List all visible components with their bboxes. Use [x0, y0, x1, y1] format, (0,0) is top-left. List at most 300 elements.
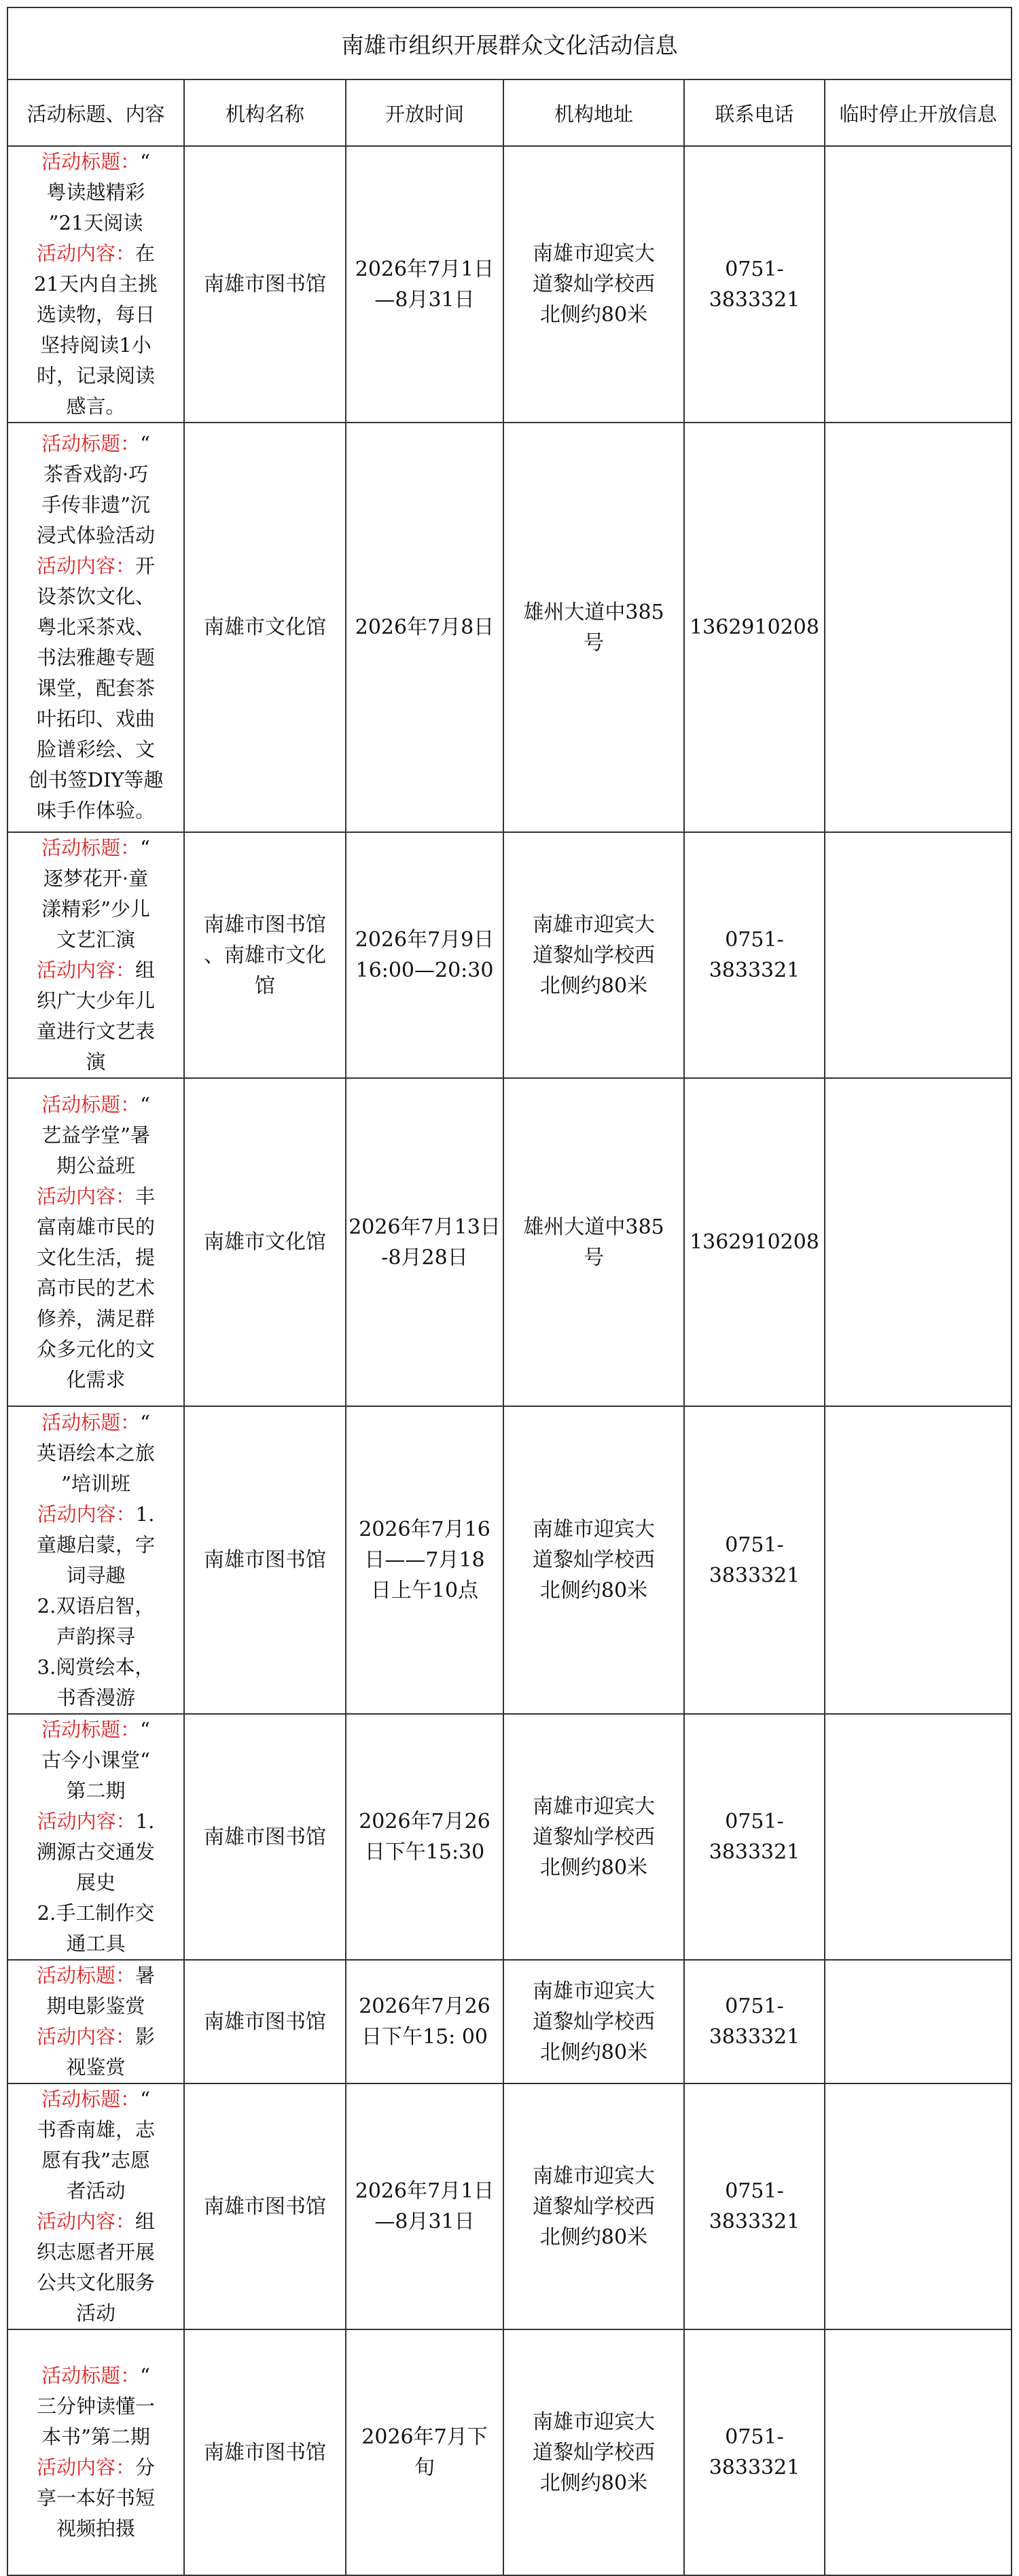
org-name-cell	[184, 1406, 346, 1714]
field-label: 活动标题：	[41, 1410, 141, 1434]
org-address-line: 号	[584, 630, 604, 655]
description-line	[8, 2483, 183, 2514]
description-text: 书香南雄，志	[36, 2118, 155, 2141]
description-line	[8, 490, 183, 520]
field-label: 活动标题：	[41, 150, 141, 173]
description-line	[8, 1365, 183, 1395]
description-line	[8, 1806, 183, 1837]
org-address-line: 雄州大道中385	[523, 1215, 664, 1239]
description-text: 期电影鉴赏	[46, 1994, 145, 2018]
description-text: 组	[135, 959, 156, 982]
description-line	[8, 643, 183, 673]
description-line	[8, 2298, 183, 2329]
org-address-cell	[503, 1078, 684, 1406]
description-text: “	[140, 1410, 150, 1434]
field-label: 活动内容：	[36, 2210, 135, 2233]
description-text: ”培训班	[61, 1471, 130, 1495]
description-line	[8, 300, 183, 330]
description-line	[8, 986, 183, 1016]
description-text: 声韵探寻	[56, 1624, 135, 1648]
activity-description	[7, 2083, 184, 2329]
org-name-cell	[184, 1078, 346, 1406]
org-address-line: 道黎灿学校西	[533, 2009, 655, 2034]
description-line	[8, 1304, 183, 1334]
description-text: “	[140, 150, 150, 173]
activity-description	[7, 1960, 184, 2083]
description-text: 者活动	[66, 2179, 126, 2202]
open-time-cell	[346, 1078, 503, 1406]
stop-info-cell	[825, 2083, 1012, 2329]
table-row	[7, 1960, 1012, 2083]
contact-phone-cell	[684, 146, 825, 423]
description-text: 展史	[75, 1871, 115, 1894]
description-line	[8, 1469, 183, 1499]
org-address-line: 南雄市迎宾大	[533, 242, 655, 266]
description-text: ”21天阅读	[48, 211, 143, 234]
org-address-line: 北侧约80米	[539, 2225, 648, 2249]
description-line	[8, 734, 183, 765]
contact-phone-line: 0751-	[725, 1533, 784, 1557]
description-text: 古今小课堂“	[41, 1749, 150, 1772]
description-line	[8, 1530, 183, 1560]
description-line	[8, 863, 183, 894]
stop-info-cell	[825, 2329, 1012, 2575]
contact-phone-line: 1362910208	[690, 615, 819, 639]
description-text: 丰	[135, 1184, 156, 1208]
description-text: “	[140, 2364, 150, 2387]
description-text: “	[140, 432, 150, 455]
description-line	[8, 2145, 183, 2176]
description-text: 期公益班	[56, 1153, 135, 1177]
description-text: 享一本好书短	[36, 2486, 155, 2509]
description-line	[8, 1929, 183, 1959]
org-address-line: 道黎灿学校西	[533, 943, 655, 967]
org-address-cell	[503, 832, 684, 1078]
description-line	[8, 1047, 183, 1077]
description-text: 影	[135, 2025, 156, 2048]
field-label: 活动标题：	[41, 836, 141, 859]
description-text: 在	[135, 242, 156, 265]
description-text: 脸谱彩绘、文	[36, 738, 155, 761]
contact-phone-line: 0751-	[725, 2179, 784, 2203]
table-row	[7, 146, 1012, 423]
contact-phone-line: 3833321	[709, 2456, 800, 2480]
org-address-line: 道黎灿学校西	[533, 272, 655, 296]
description-line	[8, 1120, 183, 1151]
table-row	[7, 1406, 1012, 1714]
org-name-cell	[184, 1960, 346, 2083]
org-name-cell	[184, 423, 346, 832]
open-time-cell	[346, 832, 503, 1078]
description-line	[8, 2391, 183, 2422]
contact-phone-cell	[684, 1714, 825, 1960]
org-address-cell	[503, 2329, 684, 2575]
open-time-line: 2026年7月1日	[355, 2179, 495, 2203]
table-title: 南雄市组织开展群众文化活动信息	[7, 7, 1012, 79]
description-text: 手传非遗”沉	[41, 493, 150, 516]
activity-description	[7, 423, 184, 832]
description-line	[8, 2084, 183, 2115]
contact-phone-line: 0751-	[725, 2425, 784, 2449]
description-line	[8, 1273, 183, 1304]
description-text: 分	[135, 2456, 156, 2479]
org-address-line: 南雄市迎宾大	[533, 1794, 655, 1819]
org-address-line: 南雄市迎宾大	[533, 2164, 655, 2188]
stop-info-cell	[825, 1960, 1012, 2083]
open-time-line: 2026年7月26	[359, 1994, 490, 2018]
description-line	[8, 551, 183, 582]
description-text: “	[140, 2088, 150, 2111]
contact-phone-line: 0751-	[725, 257, 784, 281]
description-line	[8, 1867, 183, 1898]
description-text: 叶拓印、戏曲	[36, 707, 155, 730]
contact-phone-cell	[684, 2329, 825, 2575]
table-row	[7, 832, 1012, 1078]
org-name-cell	[184, 2083, 346, 2329]
org-address-line: 北侧约80米	[539, 303, 648, 327]
org-address-line: 道黎灿学校西	[533, 1548, 655, 1572]
description-text: “	[140, 836, 150, 859]
description-text: 词寻趣	[66, 1563, 126, 1587]
open-time-line: —8月31日	[374, 287, 475, 312]
org-address-line: 南雄市迎宾大	[533, 912, 655, 937]
field-label: 活动标题：	[41, 432, 141, 455]
description-text: 书香漫游	[56, 1685, 135, 1709]
open-time-cell	[346, 1714, 503, 1960]
org-address-line: 道黎灿学校西	[533, 1825, 655, 1849]
description-line	[8, 1408, 183, 1438]
org-name-cell	[184, 2329, 346, 2575]
field-label: 活动标题：	[41, 1092, 141, 1116]
contact-phone-cell	[684, 423, 825, 832]
description-text: 2.双语启智，	[37, 1594, 155, 1617]
field-label: 活动内容：	[37, 1810, 136, 1833]
field-label: 活动标题：	[36, 1964, 135, 1987]
activity-description	[7, 1078, 184, 1406]
org-name-line: 南雄市文化馆	[204, 615, 326, 639]
org-address-line: 南雄市迎宾大	[533, 2410, 655, 2434]
description-line	[8, 1212, 183, 1242]
open-time-line: —8月31日	[374, 2210, 475, 2234]
field-label: 活动标题：	[41, 2088, 141, 2111]
description-text: 活动	[75, 2302, 115, 2325]
description-line	[8, 1715, 183, 1745]
field-label: 活动内容：	[36, 2025, 135, 2048]
description-text: 茶香戏韵·巧	[43, 463, 149, 486]
description-line	[8, 1499, 183, 1530]
open-time-line: 2026年7月8日	[355, 615, 495, 639]
description-line	[8, 1898, 183, 1929]
contact-phone-cell	[684, 1078, 825, 1406]
open-time-line: 2026年7月9日	[355, 928, 495, 952]
description-text: 文化生活，提	[36, 1245, 155, 1269]
description-line	[8, 429, 183, 459]
contact-phone-line: 1362910208	[690, 1230, 819, 1254]
org-name-line: 南雄市图书馆	[204, 1825, 326, 1849]
description-text: 开	[135, 554, 156, 577]
org-address-line: 南雄市迎宾大	[533, 1518, 655, 1541]
field-label: 活动内容：	[36, 554, 135, 577]
stop-info-cell	[825, 1406, 1012, 1714]
org-address-cell	[503, 423, 684, 832]
description-text: 艺益学堂”暑	[41, 1123, 150, 1147]
description-line	[8, 2268, 183, 2298]
description-line	[8, 1622, 183, 1652]
contact-phone-cell	[684, 1406, 825, 1714]
description-text: 富南雄市民的	[36, 1215, 155, 1238]
description-text: 视鉴赏	[66, 2056, 126, 2079]
description-line	[8, 2206, 183, 2237]
description-line	[8, 1181, 183, 1212]
description-line	[8, 330, 183, 361]
description-text: 书法雅趣专题	[36, 646, 155, 669]
description-line	[8, 1438, 183, 1469]
open-time-cell	[346, 423, 503, 832]
contact-phone-line: 3833321	[709, 2025, 800, 2049]
description-text: 创书签DIY等趣	[28, 768, 164, 791]
description-line	[8, 2237, 183, 2268]
org-name-line: 南雄市图书馆	[204, 272, 326, 296]
open-time-line: 日下午15: 00	[361, 2025, 488, 2049]
description-line	[8, 1591, 183, 1622]
org-address-line: 北侧约80米	[539, 1855, 648, 1880]
description-text: 织志愿者开展	[36, 2240, 155, 2264]
org-address-line: 北侧约80米	[539, 2471, 648, 2495]
field-label: 活动内容：	[36, 242, 135, 265]
description-line	[8, 361, 183, 391]
description-line	[8, 2176, 183, 2206]
description-text: 粤读越精彩	[46, 181, 145, 204]
description-line	[8, 1683, 183, 1713]
field-label: 活动标题：	[41, 2364, 141, 2387]
org-address-cell	[503, 1406, 684, 1714]
open-time-line: 2026年7月13日	[348, 1215, 501, 1239]
description-text: 织广大少年儿	[36, 989, 155, 1012]
description-text: 浸式体验活动	[36, 524, 155, 547]
description-text: “	[140, 1092, 150, 1116]
description-text: 演	[86, 1050, 106, 1073]
description-line	[8, 208, 183, 238]
description-text: 坚持阅读1小	[40, 334, 151, 357]
contact-phone-cell	[684, 832, 825, 1078]
description-text: 暑	[135, 1964, 156, 1987]
description-line	[8, 1090, 183, 1120]
org-address-line: 道黎灿学校西	[533, 2194, 655, 2219]
header-open-time: 开放时间	[346, 79, 503, 146]
description-line	[8, 673, 183, 704]
org-address-line: 南雄市迎宾大	[533, 1979, 655, 2003]
org-name-line: 南雄市图书馆	[204, 2009, 326, 2034]
activity-description	[7, 2329, 184, 2575]
contact-phone-cell	[684, 1960, 825, 2083]
description-line	[8, 1652, 183, 1683]
description-line	[8, 2361, 183, 2391]
org-address-cell	[503, 1714, 684, 1960]
activity-description	[7, 832, 184, 1078]
description-text: 修养，满足群	[36, 1306, 155, 1330]
description-text: 21天内自主挑	[34, 272, 158, 296]
description-line	[8, 795, 183, 826]
description-line	[8, 1991, 183, 2022]
description-text: 1.	[135, 1502, 155, 1526]
org-address-line: 北侧约80米	[539, 973, 648, 998]
description-text: 文艺汇演	[56, 928, 135, 951]
header-org-name: 机构名称	[184, 79, 346, 146]
open-time-line: 16:00—20:30	[355, 959, 494, 982]
description-line	[8, 833, 183, 863]
description-text: 感言。	[66, 395, 126, 418]
org-address-line: 雄州大道中385	[523, 600, 664, 624]
open-time-line: 2026年7月26	[359, 1810, 490, 1833]
description-text: 漾精彩”少儿	[41, 897, 150, 920]
description-line	[8, 147, 183, 177]
table-row	[7, 2083, 1012, 2329]
org-name-line: 南雄市图书馆	[204, 2440, 326, 2465]
description-text: 化需求	[66, 1367, 126, 1391]
description-text: 3.阅赏绘本，	[37, 1655, 155, 1679]
description-text: 三分钟读懂一	[36, 2395, 155, 2418]
description-text: 通工具	[66, 1932, 126, 1955]
description-text: 童进行文艺表	[36, 1020, 155, 1043]
org-address-cell	[503, 146, 684, 423]
header-stop-info: 临时停止开放信息	[825, 79, 1012, 146]
description-line	[8, 1837, 183, 1867]
open-time-line: -8月28日	[381, 1245, 468, 1270]
contact-phone-cell	[684, 2083, 825, 2329]
description-line	[8, 1776, 183, 1806]
field-label: 活动标题：	[41, 1718, 141, 1741]
description-text: 童趣启蒙，字	[36, 1533, 155, 1556]
contact-phone-line: 3833321	[709, 959, 800, 982]
header-title-content: 活动标题、内容	[7, 79, 184, 146]
description-line	[8, 1961, 183, 1991]
description-text: 味手作体验。	[36, 799, 155, 822]
description-text: 溯源古交通发	[36, 1840, 155, 1863]
description-text: 课堂，配套茶	[36, 677, 155, 700]
description-line	[8, 1242, 183, 1273]
description-text: 众多元化的文	[36, 1337, 155, 1361]
open-time-line: 2026年7月下	[361, 2425, 488, 2449]
stop-info-cell	[825, 146, 1012, 423]
description-text: 本书”第二期	[41, 2425, 150, 2448]
description-line	[8, 1151, 183, 1181]
description-text: 1.	[135, 1810, 155, 1833]
org-address-line: 道黎灿学校西	[533, 2440, 655, 2465]
description-text: 英语绘本之旅	[36, 1441, 155, 1465]
description-text: 粤北采茶戏、	[36, 615, 155, 639]
description-line	[8, 391, 183, 422]
description-text: “	[140, 1718, 150, 1741]
description-line	[8, 925, 183, 955]
description-line	[8, 1560, 183, 1591]
org-name-cell	[184, 146, 346, 423]
description-line	[8, 238, 183, 269]
stop-info-cell	[825, 832, 1012, 1078]
field-label: 活动内容：	[36, 2456, 135, 2479]
org-address-line: 号	[584, 1245, 604, 1270]
description-line	[8, 269, 183, 300]
table-row	[7, 2329, 1012, 2575]
description-line	[8, 520, 183, 551]
open-time-line: 2026年7月1日	[355, 257, 495, 281]
header-row	[7, 79, 1012, 146]
contact-phone-line: 3833321	[709, 1563, 800, 1588]
open-time-cell	[346, 1406, 503, 1714]
open-time-cell	[346, 146, 503, 423]
description-text: 愿有我”志愿	[41, 2149, 150, 2172]
open-time-line: 日下午15:30	[364, 1840, 485, 1864]
description-text: 视频拍摄	[56, 2517, 135, 2540]
description-text: 逐梦花开·童	[43, 867, 149, 890]
description-line	[8, 955, 183, 986]
field-label: 活动内容：	[37, 1502, 136, 1526]
description-text: 组	[135, 2210, 156, 2233]
org-name-cell	[184, 1714, 346, 1960]
description-line	[8, 177, 183, 208]
contact-phone-line: 0751-	[725, 928, 784, 952]
description-text: 设茶饮文化、	[36, 585, 155, 608]
description-text: 第二期	[66, 1779, 126, 1802]
activity-description	[7, 146, 184, 423]
org-address-cell	[503, 1960, 684, 2083]
header-address: 机构地址	[503, 79, 684, 146]
contact-phone-line: 0751-	[725, 1994, 784, 2018]
open-time-line: 2026年7月16	[359, 1518, 490, 1541]
description-text: 时，记录阅读	[36, 364, 155, 387]
org-name-line: 南雄市图书馆	[204, 1548, 326, 1572]
table-row	[7, 1714, 1012, 1960]
open-time-cell	[346, 2083, 503, 2329]
stop-info-cell	[825, 423, 1012, 832]
org-name-line: 南雄市文化馆	[204, 1230, 326, 1254]
org-address-line: 北侧约80米	[539, 1579, 648, 1603]
open-time-line: 旬	[414, 2456, 435, 2480]
org-name-line: 南雄市图书馆	[204, 912, 326, 937]
description-line	[8, 612, 183, 643]
description-line	[8, 2452, 183, 2483]
org-name-line: 南雄市图书馆	[204, 2194, 326, 2219]
org-address-line: 北侧约80米	[539, 2040, 648, 2064]
contact-phone-line: 0751-	[725, 1810, 784, 1833]
org-address-cell	[503, 2083, 684, 2329]
description-line	[8, 1016, 183, 1047]
open-time-cell	[346, 2329, 503, 2575]
open-time-line: 日——7月18	[364, 1548, 485, 1572]
description-text: 选读物，每日	[36, 303, 155, 326]
table-row	[7, 1078, 1012, 1406]
description-line	[8, 2052, 183, 2083]
open-time-line: 日上午10点	[370, 1579, 479, 1603]
field-label: 活动内容：	[36, 959, 135, 982]
description-line	[8, 1745, 183, 1776]
activity-description	[7, 1714, 184, 1960]
description-text: 公共文化服务	[36, 2271, 155, 2294]
description-line	[8, 459, 183, 490]
description-line	[8, 2422, 183, 2452]
activity-description	[7, 1406, 184, 1714]
description-line	[8, 1334, 183, 1365]
description-line	[8, 894, 183, 925]
description-line	[8, 582, 183, 612]
header-phone: 联系电话	[684, 79, 825, 146]
contact-phone-line: 3833321	[709, 2210, 800, 2234]
table-row	[7, 423, 1012, 832]
contact-phone-line: 3833321	[709, 1840, 800, 1864]
field-label: 活动内容：	[36, 1184, 135, 1208]
description-line	[8, 2022, 183, 2052]
stop-info-cell	[825, 1714, 1012, 1960]
description-text: 2.手工制作交	[37, 1901, 155, 1925]
